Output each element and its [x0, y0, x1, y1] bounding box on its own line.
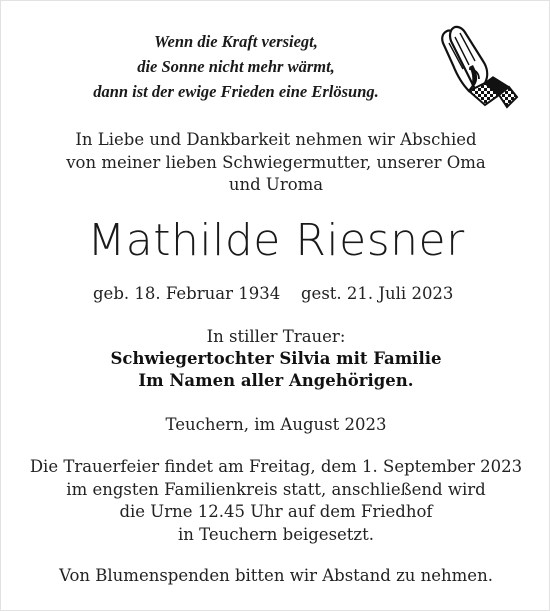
quote-line-2: die Sonne nicht mehr wärmt, — [137, 57, 335, 76]
death-date: gest. 21. Juli 2023 — [301, 284, 454, 303]
intro-line-2: von meiner lieben Schwiegermutter, unserer Oma — [66, 152, 486, 172]
funeral-service-info — [1, 456, 550, 546]
quote-line-1: Wenn die Kraft versiegt, — [154, 32, 318, 51]
place-and-date: Teuchern, im August 2023 — [165, 415, 387, 434]
quote-line-3: dann ist der ewige Frieden eine Erlösung. — [93, 82, 379, 101]
service-line-2: im engsten Familienkreis statt, anschließend wird — [66, 479, 486, 499]
birth-date: geb. 18. Februar 1934 — [93, 284, 281, 303]
mourners-heading: In stiller Trauer: — [206, 327, 346, 346]
service-line-1: Die Trauerfeier findet am Freitag, dem 1. September 2023 — [29, 457, 523, 476]
praying-hands-icon — [433, 25, 519, 109]
intro-line-3: und Uroma — [228, 175, 324, 194]
farewell-intro — [1, 129, 550, 197]
intro-line-1: In Liebe und Dankbarkeit nehmen wir Abschied — [75, 130, 477, 149]
deceased-name: Mathilde Riesner — [87, 215, 465, 266]
service-line-4: in Teuchern beigesetzt. — [177, 524, 375, 544]
service-line-3: die Urne 12.45 Uhr auf dem Friedhof — [119, 502, 433, 521]
memorial-quote — [61, 29, 411, 104]
flowers-note: Von Blumenspenden bitten wir Abstand zu nehmen. — [59, 566, 493, 585]
mourner-line-2: Im Namen aller Angehörigen. — [138, 371, 414, 390]
mourners-block — [1, 326, 550, 392]
mourner-line-1: Schwiegertochter Silvia mit Familie — [110, 349, 442, 368]
